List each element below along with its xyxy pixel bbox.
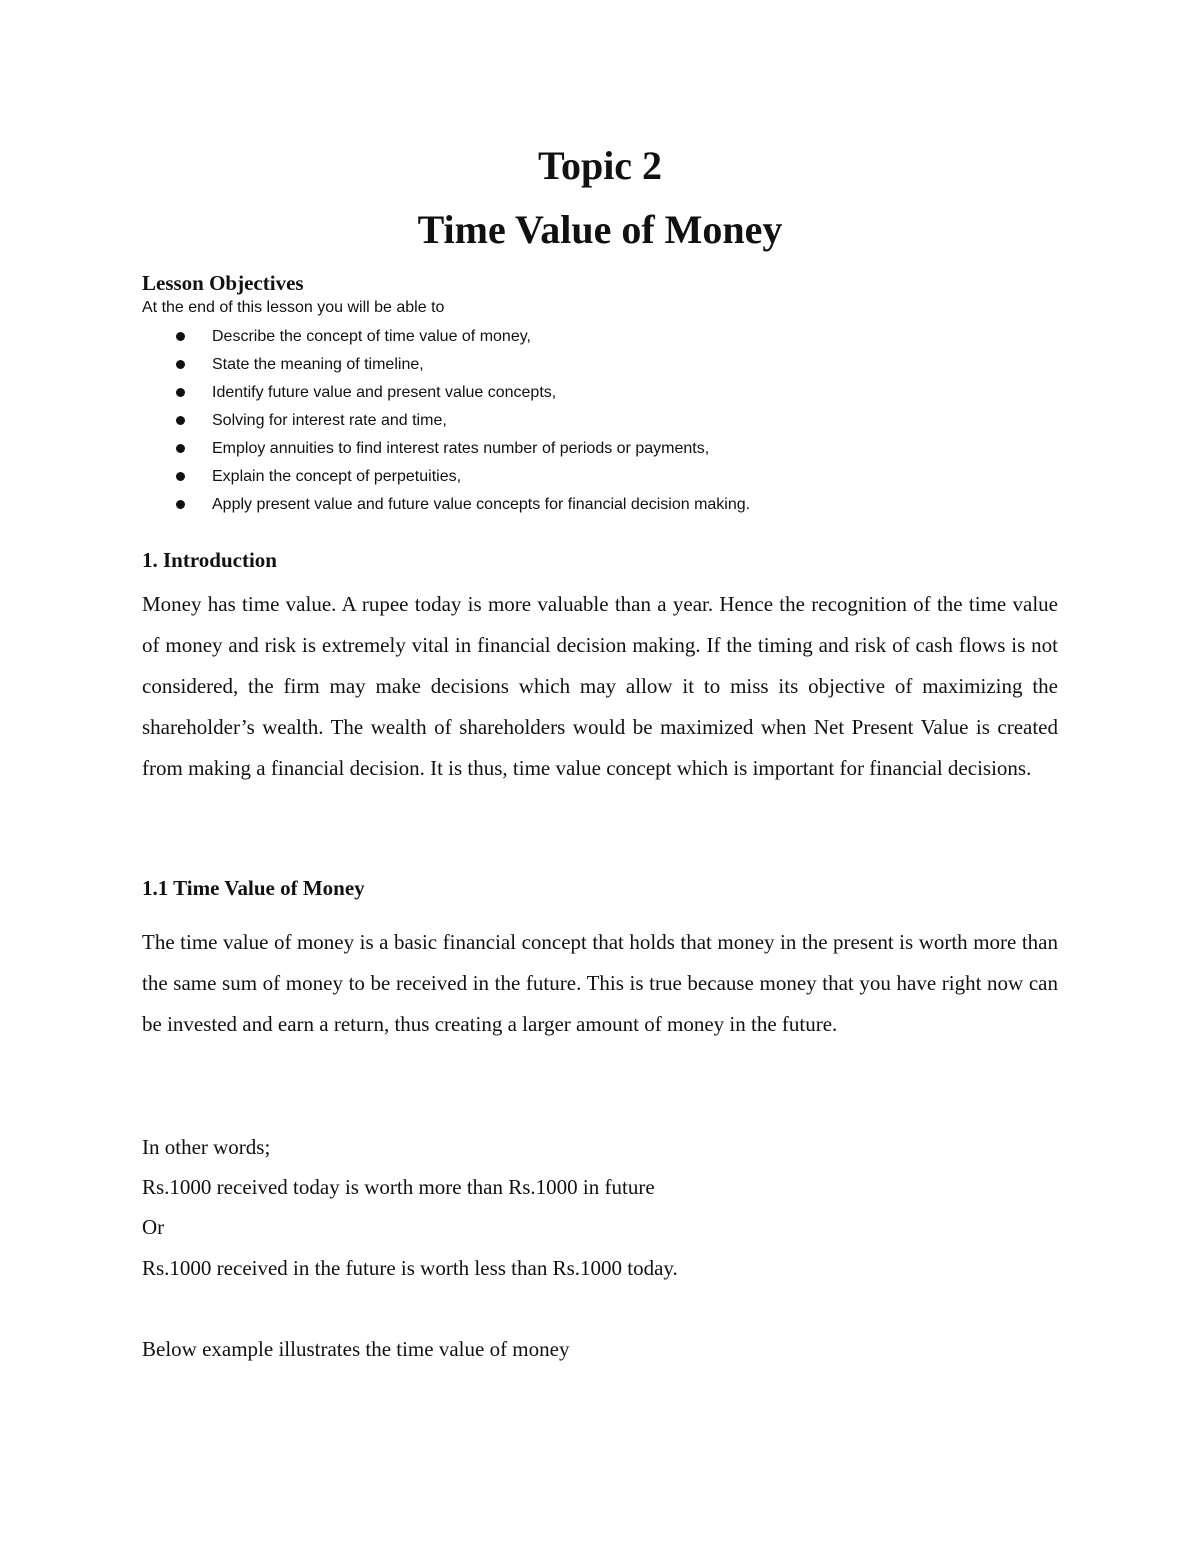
- bullet-icon: [176, 472, 185, 481]
- text-line: In other words;: [142, 1135, 271, 1159]
- list-item: [142, 495, 750, 523]
- list-item-text: Explain the concept of perpetuities,: [212, 468, 462, 485]
- objectives-intro: At the end of this lesson you will be able to: [142, 299, 445, 316]
- list-item: [142, 383, 750, 411]
- list-item: [142, 355, 750, 383]
- introduction-paragraph: Money has time value. A rupee today is more valuable than a year. Hence the recognition of the time value of money and risk is extremely vital in financial decision making. If the timing and risk of cash flows is not considered, the firm may make decisions which may allow it to miss its objective of maximizing the shareholder’s wealth. The wealth of shareholders would be maximized when Net Present Value is created from making a financial decision. It is thus, time value concept which is important for financial decisions.: [142, 592, 1058, 780]
- list-item: [142, 467, 750, 495]
- time-value-heading: 1.1 Time Value of Money: [142, 876, 365, 900]
- topic-title: Topic 2: [537, 143, 663, 188]
- list-item: [142, 327, 750, 355]
- bullet-icon: [176, 332, 185, 341]
- objectives-list: [142, 327, 750, 523]
- bullet-icon: [176, 416, 185, 425]
- text-line: Below example illustrates the time value of money: [142, 1337, 570, 1361]
- bullet-icon: [176, 500, 185, 509]
- objectives-heading: Lesson Objectives: [142, 271, 304, 295]
- list-item-text: Solving for interest rate and time,: [212, 412, 447, 429]
- time-value-paragraph: The time value of money is a basic financial concept that holds that money in the present is worth more than the same sum of money to be received in the future. This is true because money that you have right now can be invested and earn a return, thus creating a larger amount of money in the future.: [142, 930, 1058, 1036]
- list-item: [142, 439, 750, 467]
- page-title: Time Value of Money: [417, 207, 783, 252]
- bullet-icon: [176, 444, 185, 453]
- list-item-text: Apply present value and future value concepts for financial decision making.: [212, 496, 751, 513]
- list-item-text: Employ annuities to find interest rates number of periods or payments,: [212, 440, 710, 457]
- text-line: Rs.1000 received today is worth more than Rs.1000 in future: [142, 1175, 655, 1199]
- bullet-icon: [176, 360, 185, 369]
- list-item: [142, 411, 750, 439]
- list-item-text: State the meaning of timeline,: [212, 356, 424, 373]
- text-line: Or: [142, 1215, 165, 1239]
- bullet-icon: [176, 388, 185, 397]
- list-item-text: Identify future value and present value concepts,: [212, 384, 557, 401]
- list-item-text: Describe the concept of time value of money,: [212, 328, 531, 345]
- text-line: Rs.1000 received in the future is worth less than Rs.1000 today.: [142, 1256, 678, 1280]
- introduction-heading: 1. Introduction: [142, 548, 277, 572]
